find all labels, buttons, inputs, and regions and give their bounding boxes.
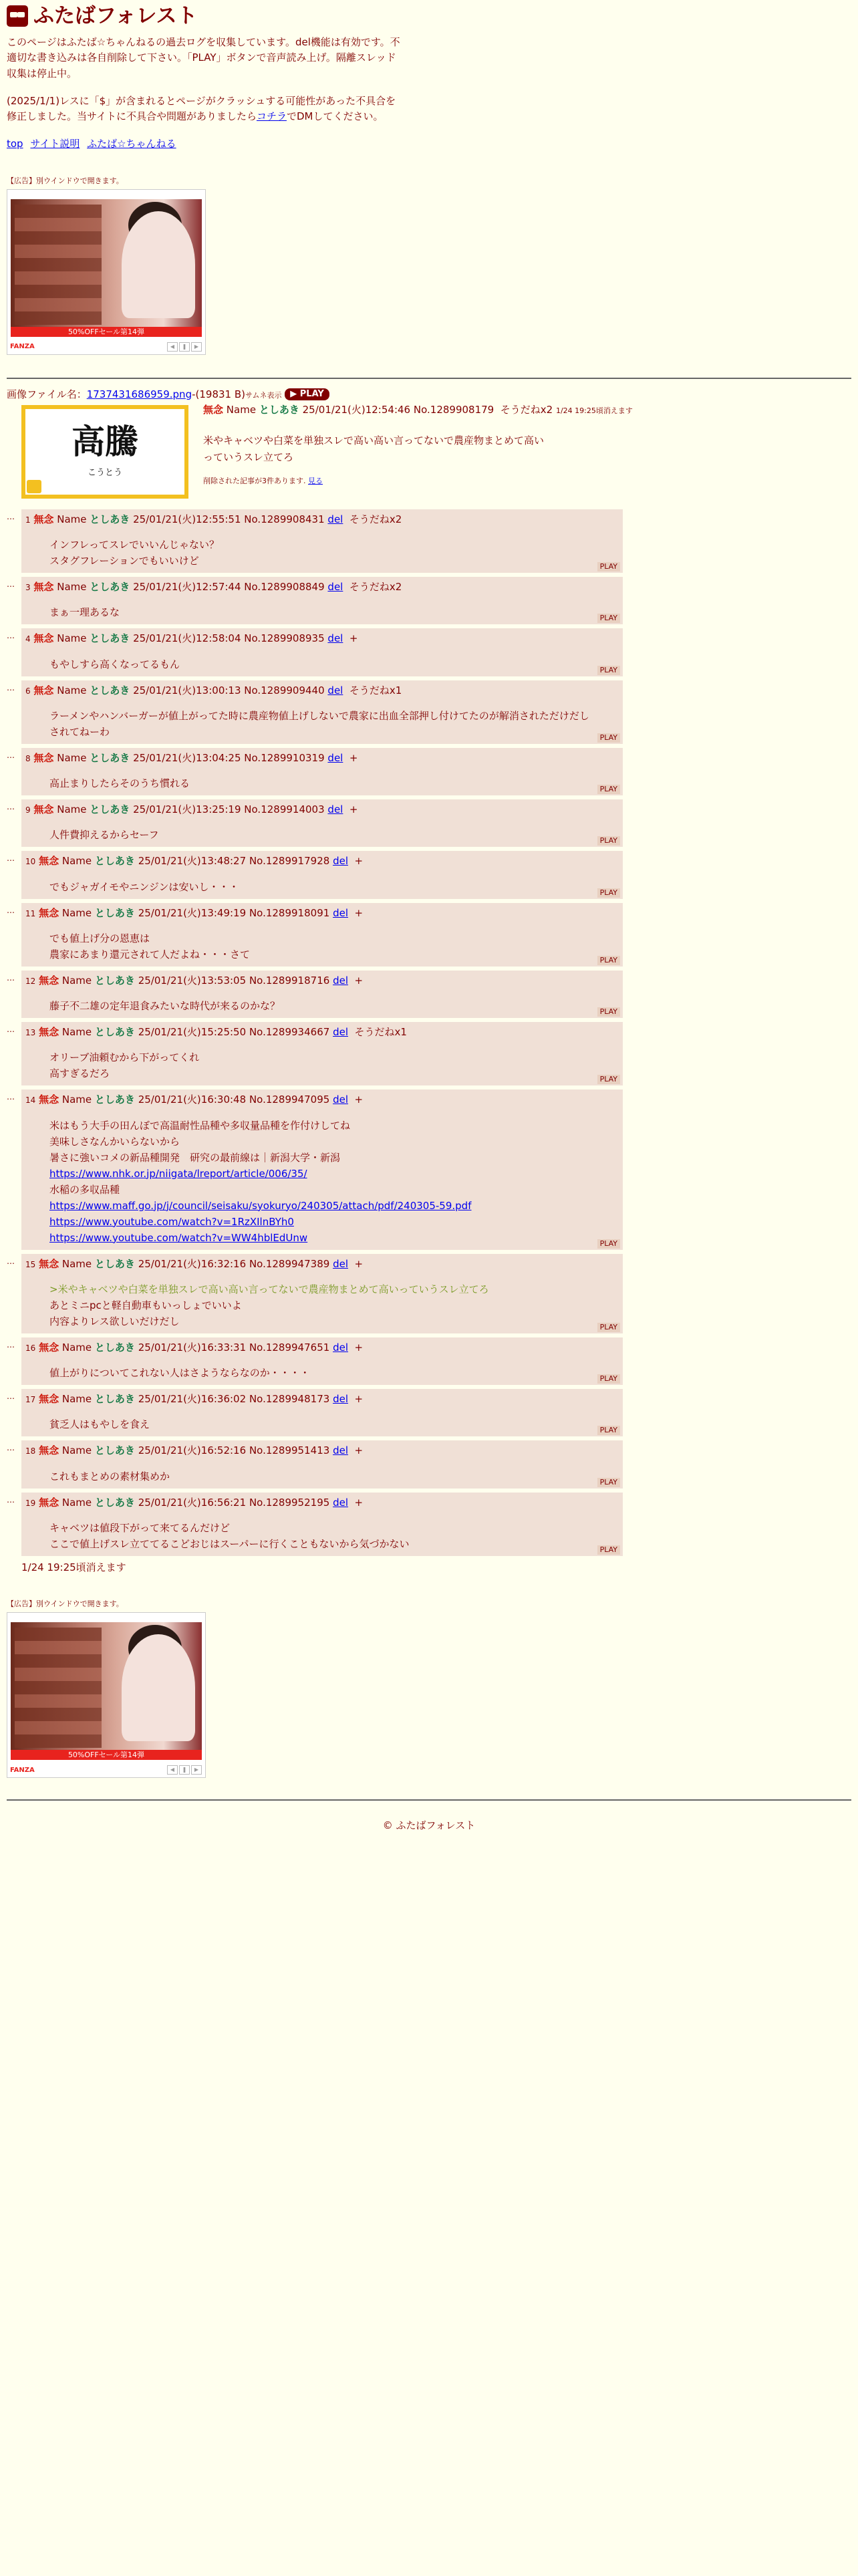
reply-play-button[interactable]: PLAY: [597, 1545, 620, 1555]
reply-date: 25/01/21(火)16:56:21: [138, 1496, 247, 1509]
del-link[interactable]: del: [333, 1093, 348, 1106]
reply-number: 9: [25, 805, 31, 815]
reply-mark-icon: …: [7, 1339, 15, 1349]
reply-number: 16: [25, 1343, 36, 1353]
reply-line: でもジャガイモやニンジンは安いし・・・: [49, 880, 239, 893]
reply-line: でも値上げ分の恩恵は: [49, 932, 150, 944]
reply-body: [49, 930, 619, 962]
sodane-button[interactable]: そうだねx2: [349, 581, 402, 594]
reply-play-button[interactable]: PLAY: [597, 1323, 620, 1332]
ad-note: 【広告】別ウインドウで開きます。: [7, 176, 124, 185]
reply-date: 25/01/21(火)13:49:19: [138, 906, 247, 919]
op-text: 米やキャベツや白菜を単独スレで高い高い言ってないで農産物まとめて高い っていうスレ立てろ: [203, 434, 545, 463]
reply-line: されてねーわ: [49, 725, 110, 738]
intro-line-1: このページはふたば☆ちゃんねるの過去ログを収集しています。del機能は有効です。不適切な書き込みは各自削除して下さい。「PLAY」ボタンで音声読み上げ。隔離スレッド収集は停止中。: [7, 36, 400, 80]
reply-no: No.1289914003: [244, 803, 325, 816]
del-link[interactable]: del: [327, 751, 343, 764]
ad-prev-icon[interactable]: ◀: [167, 1765, 178, 1775]
del-link[interactable]: del: [333, 1496, 348, 1509]
reply-play-button[interactable]: PLAY: [597, 666, 620, 675]
ad-pause-icon[interactable]: ❚: [179, 1765, 190, 1775]
reply-no: No.1289918091: [249, 906, 330, 919]
reply-url-link[interactable]: https://www.nhk.or.jp/niigata/lreport/article/006/35/: [49, 1167, 307, 1180]
reply-quote: >米やキャベツや白菜を単独スレで高い高い言ってないで農産物まとめて高いっていうスレ立てろ: [49, 1283, 489, 1295]
reply-body: [49, 656, 619, 672]
reply-url-link[interactable]: https://www.maff.go.jp/j/council/seisaku/syokuryo/240305/attach/pdf/240305-59.pdf: [49, 1199, 472, 1212]
reply-date: 25/01/21(火)15:25:50: [138, 1026, 247, 1039]
reply-play-button[interactable]: PLAY: [597, 1075, 620, 1084]
nav-futaba-link[interactable]: ふたば☆ちゃんねる: [87, 138, 176, 150]
ad-sale-label: 50%OFFセール第14弾: [11, 327, 202, 337]
reply-line: 値上がりについてこれない人はさようならなのか・・・・: [49, 1367, 310, 1380]
op-header: 無念 Name としあき 25/01/21(火)12:54:46 No.1289908179 そうだねx2 1/24 19:25頃消えます: [203, 403, 633, 416]
ad-banner[interactable]: [7, 189, 206, 355]
play-button[interactable]: ▶ PLAY: [285, 388, 329, 400]
del-link[interactable]: del: [327, 803, 343, 816]
op-post: [7, 402, 851, 509]
ad-next-icon[interactable]: ▶: [191, 1765, 202, 1775]
reply-no: No.1289910319: [244, 751, 325, 764]
reply-line: キャベツは値段下がって来てるんだけど: [49, 1521, 231, 1534]
site-title: ふたばフォレスト: [33, 3, 198, 28]
reply-date: 25/01/21(火)12:55:51: [133, 513, 241, 525]
reply-date: 25/01/21(火)13:00:13: [133, 684, 241, 696]
reply-number: 3: [25, 583, 31, 593]
reply-mark-icon: …: [7, 682, 15, 692]
reply-header: 17 無念 Name としあき 25/01/21(火)16:36:02 No.1289948173 del +: [25, 1393, 364, 1406]
reply-post: [7, 903, 623, 967]
reply-mark-icon: …: [7, 905, 15, 915]
reply-line: 米はもう大手の田んぼで高温耐性品種や多収量品種を作付けしてね: [49, 1119, 351, 1132]
deleted-note: 削除された記事が3件あります. 見る: [203, 476, 323, 485]
reply-post: [7, 680, 623, 744]
reply-header: 18 無念 Name としあき 25/01/21(火)16:52:16 No.1289951413 del +: [25, 1444, 364, 1457]
reply-body: [49, 1118, 619, 1246]
del-link[interactable]: del: [333, 906, 348, 919]
nav-about-link[interactable]: サイト説明: [30, 138, 80, 150]
reply-line: 人件費抑えるからセーフ: [49, 829, 159, 842]
reply-no: No.1289917928: [249, 855, 330, 868]
reply-header: 19 無念 Name としあき 25/01/21(火)16:56:21 No.1289952195 del +: [25, 1496, 364, 1509]
reply-mark-icon: …: [7, 973, 15, 983]
reply-number: 6: [25, 686, 31, 696]
reply-no: No.1289952195: [249, 1496, 330, 1509]
reply-mark-icon: …: [7, 1092, 15, 1102]
sodane-button[interactable]: +: [354, 1257, 364, 1270]
reply-date: 25/01/21(火)12:57:44: [133, 581, 241, 594]
reply-header: 13 無念 Name としあき 25/01/21(火)15:25:50 No.1289934667 del そうだねx1: [25, 1026, 407, 1039]
ad-pause-icon[interactable]: ❚: [179, 342, 190, 352]
reply-list: [7, 509, 851, 1556]
reply-body: [49, 879, 619, 895]
sodane-button[interactable]: +: [354, 1341, 364, 1354]
del-link[interactable]: del: [327, 632, 343, 645]
del-link[interactable]: del: [327, 581, 343, 594]
reply-no: No.1289909440: [244, 684, 325, 696]
reply-line: ここで値上げスレ立ててるこどおじはスーパーに行くこともないから気づかない: [49, 1537, 410, 1550]
reply-header: 10 無念 Name としあき 25/01/21(火)13:48:27 No.1289917928 del +: [25, 855, 364, 868]
sodane-button[interactable]: +: [354, 1393, 364, 1406]
ad-image[interactable]: [11, 199, 202, 337]
reply-play-button[interactable]: PLAY: [597, 956, 620, 965]
sodane-button[interactable]: +: [354, 1093, 364, 1106]
logo-icon: [7, 5, 28, 27]
ad-note-2: 【広告】別ウインドウで開きます。: [7, 1599, 124, 1609]
reply-post: [7, 1254, 623, 1333]
reply-line: 水稲の多収品種: [49, 1183, 120, 1196]
copyright: © ふたばフォレスト: [382, 1819, 476, 1832]
ad-arrows-2: [167, 1765, 202, 1775]
reply-body: [49, 827, 619, 843]
reply-body: [49, 1468, 619, 1485]
reply-date: 25/01/21(火)13:25:19: [133, 803, 241, 816]
reply-post: [7, 1022, 623, 1085]
reply-line: ラーメンやハンバーガーが値上がってた時に農産物値上げしないで農家に出血全部押し付けてたのが解消されただけだし: [49, 709, 589, 722]
sodane-button[interactable]: +: [349, 751, 358, 764]
reply-line: 藤子不二雄の定年退食みたいな時代が来るのかな？: [49, 1000, 281, 1013]
reply-play-button[interactable]: PLAY: [597, 733, 620, 743]
reply-number: 10: [25, 857, 36, 867]
del-link[interactable]: del: [333, 1393, 348, 1406]
reply-header: 9 無念 Name としあき 25/01/21(火)13:25:19 No.1289914003 del +: [25, 803, 358, 816]
reply-header: 12 無念 Name としあき 25/01/21(火)13:53:05 No.1289918716 del +: [25, 974, 364, 987]
reply-body: [49, 1520, 619, 1552]
sodane-button[interactable]: そうだねx2: [500, 403, 553, 416]
thumb-label: サムネ表示: [245, 390, 282, 400]
reply-line: 農家にあまり還元されて人だよね・・・さて: [49, 948, 251, 960]
reply-mark-icon: …: [7, 1392, 15, 1402]
reply-date: 25/01/21(火)16:33:31: [138, 1341, 247, 1354]
footer-divider: [7, 1799, 851, 1801]
reply-mark-icon: …: [7, 854, 15, 864]
thumb-corner-icon: [27, 480, 41, 493]
reply-number: 17: [25, 1395, 36, 1405]
op-body: [203, 402, 738, 487]
ad-sale-label-2: 50%OFFセール第14弾: [11, 1750, 202, 1760]
reply-mark-icon: …: [7, 802, 15, 812]
reply-post: [7, 851, 623, 898]
reply-line: 内容よりレス欲しいだけだし: [49, 1315, 180, 1327]
reply-line: 美味しさなんかいらないから: [49, 1135, 180, 1148]
site-header: [7, 1, 851, 31]
reply-number: 13: [25, 1028, 36, 1038]
reply-header: 11 無念 Name としあき 25/01/21(火)13:49:19 No.1289918091 del +: [25, 906, 364, 919]
reply-line: これもまとめの素材集めか: [49, 1470, 170, 1483]
reply-post: [7, 509, 623, 573]
reply-post: [7, 628, 623, 676]
reply-date: 25/01/21(火)12:58:04: [133, 632, 241, 645]
reply-no: No.1289918716: [249, 974, 330, 987]
del-link[interactable]: del: [327, 513, 343, 525]
reply-number: 8: [25, 753, 31, 763]
reply-mark-icon: …: [7, 631, 15, 641]
sodane-button[interactable]: +: [349, 632, 358, 645]
reply-line: スタグフレーションでもいいけど: [49, 555, 199, 567]
reply-no: No.1289908431: [244, 513, 325, 525]
divider: [7, 378, 851, 379]
reply-mark-icon: …: [7, 750, 15, 760]
reply-line: まぁ一理あるな: [49, 606, 120, 619]
reply-header: 6 無念 Name としあき 25/01/21(火)13:00:13 No.1289909440 del そうだねx1: [25, 684, 402, 696]
reply-line: インフレってスレでいいんじゃない？: [49, 539, 219, 551]
reply-play-button[interactable]: PLAY: [597, 1478, 620, 1487]
file-info: 画像ファイル名：1737431686959.png-(19831 B)サムネ表示 ▶ PLAY: [7, 387, 851, 402]
del-link[interactable]: del: [333, 1026, 348, 1039]
del-link[interactable]: del: [327, 684, 343, 696]
reply-header: 3 無念 Name としあき 25/01/21(火)12:57:44 No.1289908849 del そうだねx2: [25, 581, 402, 594]
contact-link[interactable]: コチラ: [256, 110, 287, 122]
ad-brand-logo: FANZA: [10, 343, 35, 351]
reply-date: 25/01/21(火)13:48:27: [138, 855, 247, 868]
reply-post: [7, 1337, 623, 1385]
op-thumbnail[interactable]: 高騰 こうとう: [21, 405, 188, 499]
reply-body: [49, 1049, 619, 1081]
reply-mark-icon: …: [7, 579, 15, 590]
reply-play-button[interactable]: PLAY: [597, 836, 620, 846]
reply-date: 25/01/21(火)13:53:05: [138, 974, 247, 987]
reply-no: No.1289947095: [249, 1093, 330, 1106]
reply-line: 高すぎるだろ: [49, 1067, 110, 1080]
sodane-button[interactable]: そうだねx2: [349, 513, 402, 525]
reply-body: [49, 1416, 619, 1432]
sodane-button[interactable]: +: [354, 855, 364, 868]
reply-date: 25/01/21(火)13:04:25: [133, 751, 241, 764]
reply-no: No.1289947389: [249, 1257, 330, 1270]
del-link[interactable]: del: [333, 855, 348, 868]
reply-post: [7, 1440, 623, 1488]
reply-post: [7, 799, 623, 847]
reply-url-link[interactable]: https://www.youtube.com/watch?v=1RzXIlnBYh0: [49, 1215, 294, 1228]
deleted-view-link[interactable]: 見る: [308, 476, 323, 485]
reply-number: 11: [25, 908, 36, 918]
reply-line: オリーブ油頼むから下がってくれ: [49, 1051, 200, 1064]
thread-expire: 1/24 19:25頃消えます: [21, 1561, 126, 1573]
del-link[interactable]: del: [333, 1444, 348, 1457]
reply-post: [7, 1493, 623, 1556]
sodane-button[interactable]: +: [354, 1444, 364, 1457]
reply-number: 18: [25, 1446, 36, 1456]
reply-play-button[interactable]: PLAY: [597, 1426, 620, 1435]
reply-number: 15: [25, 1259, 36, 1269]
reply-line: もやしすら高くなってるもん: [49, 658, 180, 670]
reply-play-button[interactable]: PLAY: [597, 562, 620, 571]
reply-post: [7, 971, 623, 1018]
reply-body: [49, 998, 619, 1014]
reply-mark-icon: …: [7, 1443, 15, 1453]
reply-header: 4 無念 Name としあき 25/01/21(火)12:58:04 No.1289908935 del +: [25, 632, 358, 645]
ad-banner-2[interactable]: [7, 1612, 206, 1778]
sodane-button[interactable]: そうだねx1: [354, 1026, 407, 1039]
reply-no: No.1289908849: [244, 581, 325, 594]
reply-post: [7, 748, 623, 795]
reply-no: No.1289934667: [249, 1026, 330, 1039]
reply-number: 12: [25, 976, 36, 986]
reply-play-button[interactable]: PLAY: [597, 888, 620, 898]
reply-number: 1: [25, 515, 31, 525]
reply-body: [49, 708, 619, 740]
reply-no: No.1289948173: [249, 1393, 330, 1406]
file-link[interactable]: 1737431686959.png: [86, 388, 192, 400]
del-link[interactable]: del: [333, 1341, 348, 1354]
reply-body: [49, 1281, 619, 1329]
reply-line: 貧乏人はもやしを食え: [49, 1418, 150, 1431]
reply-header: 15 無念 Name としあき 25/01/21(火)16:32:16 No.1289947389 del +: [25, 1257, 364, 1270]
sodane-button[interactable]: +: [354, 906, 364, 919]
reply-body: [49, 537, 619, 569]
reply-line: 暑さに強いコメの新品種開発 研究の最前線は｜新潟大学・新潟: [49, 1151, 341, 1164]
reply-date: 25/01/21(火)16:36:02: [138, 1393, 247, 1406]
reply-post: [7, 1089, 623, 1249]
nav-top-link[interactable]: top: [7, 138, 23, 150]
reply-line: あとミニpcと軽自動車もいっしょでいいよ: [49, 1299, 242, 1311]
sodane-button[interactable]: +: [354, 974, 364, 987]
reply-play-button[interactable]: PLAY: [597, 785, 620, 794]
reply-mark-icon: …: [7, 1256, 15, 1266]
intro-line-2: (2025/1/1)レスに「$」が含まれるとページがクラッシュする可能性があった不具合を修正しました。当サイトに不具合や問題がありましたらコチラでDMしてください。: [7, 94, 396, 122]
del-link[interactable]: del: [333, 1257, 348, 1270]
reply-no: No.1289947651: [249, 1341, 330, 1354]
reply-play-button[interactable]: PLAY: [597, 1239, 620, 1249]
reply-header: 14 無念 Name としあき 25/01/21(火)16:30:48 No.1289947095 del +: [25, 1093, 364, 1106]
reply-no: No.1289908935: [244, 632, 325, 645]
intro-text: [7, 35, 401, 124]
reply-body: [49, 1365, 619, 1381]
reply-mark-icon: …: [7, 1025, 15, 1035]
reply-play-button[interactable]: PLAY: [597, 1007, 620, 1017]
del-link[interactable]: del: [333, 974, 348, 987]
ad-next-icon[interactable]: ▶: [191, 342, 202, 352]
reply-number: 19: [25, 1498, 36, 1508]
ad-image-2[interactable]: [11, 1622, 202, 1760]
reply-header: 16 無念 Name としあき 25/01/21(火)16:33:31 No.1289947651 del +: [25, 1341, 364, 1354]
sodane-button[interactable]: そうだねx1: [349, 684, 402, 696]
reply-body: [49, 775, 619, 791]
reply-mark-icon: …: [7, 1495, 15, 1505]
reply-header: 1 無念 Name としあき 25/01/21(火)12:55:51 No.1289908431 del そうだねx2: [25, 513, 402, 525]
reply-date: 25/01/21(火)16:30:48: [138, 1093, 247, 1106]
reply-post: [7, 1389, 623, 1436]
reply-date: 25/01/21(火)16:52:16: [138, 1444, 247, 1457]
ad-arrows: [167, 342, 202, 352]
reply-play-button[interactable]: PLAY: [597, 614, 620, 623]
sodane-button[interactable]: +: [354, 1496, 364, 1509]
nav-links: [7, 136, 851, 152]
reply-mark-icon: …: [7, 511, 15, 521]
reply-url-link[interactable]: https://www.youtube.com/watch?v=WW4hblEdUnw: [49, 1231, 308, 1244]
reply-line: 高止まりしたらそのうち慣れる: [49, 777, 190, 790]
reply-number: 4: [25, 634, 31, 644]
reply-post: [7, 577, 623, 624]
ad-brand-logo-2: FANZA: [10, 1766, 35, 1774]
sodane-button[interactable]: +: [349, 803, 358, 816]
reply-play-button[interactable]: PLAY: [597, 1374, 620, 1384]
reply-body: [49, 604, 619, 620]
ad-prev-icon[interactable]: ◀: [167, 342, 178, 352]
reply-number: 14: [25, 1096, 36, 1106]
reply-header: 8 無念 Name としあき 25/01/21(火)13:04:25 No.1289910319 del +: [25, 751, 358, 764]
reply-date: 25/01/21(火)16:32:16: [138, 1257, 247, 1270]
reply-no: No.1289951413: [249, 1444, 330, 1457]
